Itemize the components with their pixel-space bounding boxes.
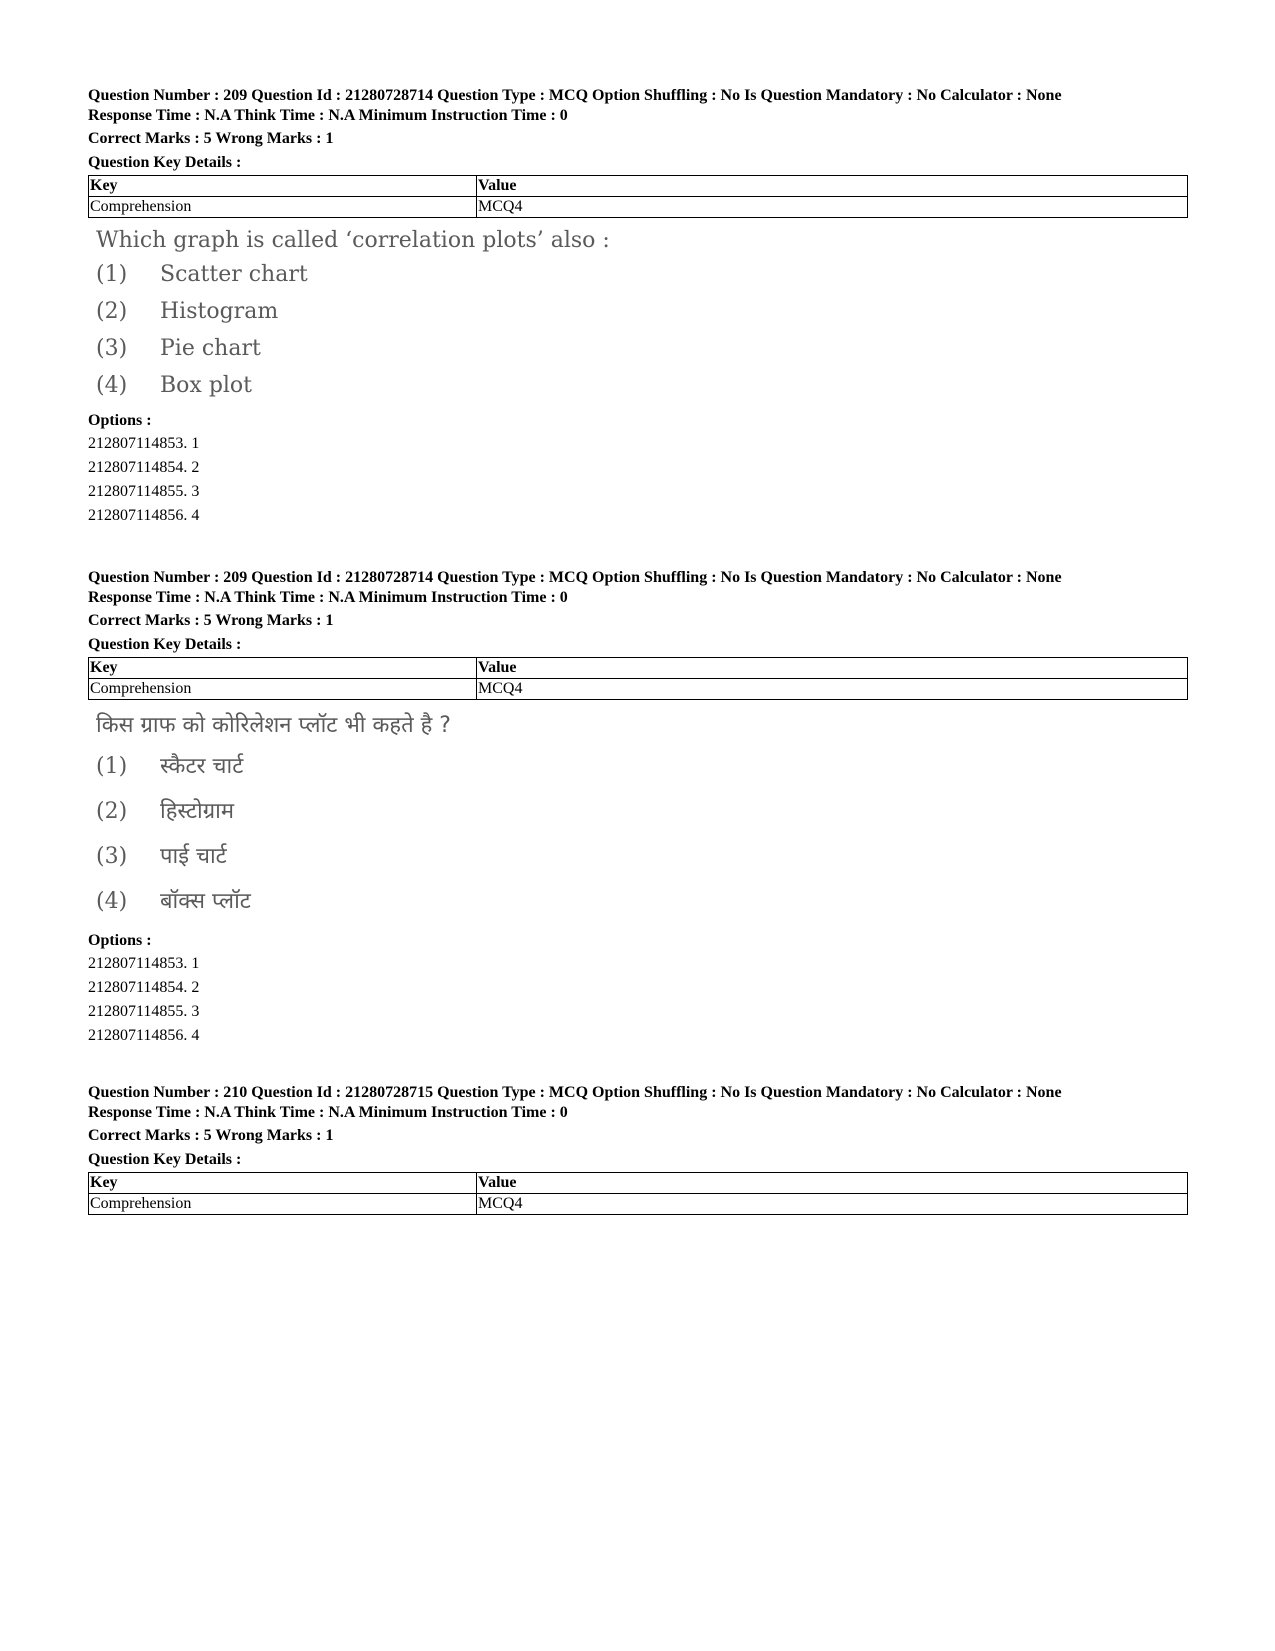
table-row xyxy=(89,197,1188,218)
list-item: 212807114854. 2 xyxy=(88,979,200,996)
table-header-row xyxy=(89,176,1188,197)
table-row xyxy=(89,679,1188,700)
image-option-number: (4) xyxy=(96,373,128,398)
image-option-number: (2) xyxy=(96,799,128,824)
question-meta-line-1: Question Number : 210 Question Id : 21280728715 Question Type : MCQ Option Shuffling : No Is Question Mandatory : No Calculator : None xyxy=(88,1084,1062,1101)
value-header-cell: Value xyxy=(477,176,1188,197)
image-option-number: (2) xyxy=(96,299,128,324)
image-option-text: Histogram xyxy=(160,299,279,324)
marks-line: Correct Marks : 5 Wrong Marks : 1 xyxy=(88,1127,334,1144)
list-item: 212807114856. 4 xyxy=(88,1027,200,1044)
image-option-2 xyxy=(96,789,1188,834)
question-meta-line-2: Response Time : N.A Think Time : N.A Minimum Instruction Time : 0 xyxy=(88,106,568,124)
image-option-1 xyxy=(96,256,1188,293)
question-block-3 xyxy=(88,1083,1188,1215)
list-item: 212807114855. 3 xyxy=(88,483,200,500)
question-image xyxy=(96,708,1188,924)
image-option-text: Pie chart xyxy=(160,336,261,361)
image-option-1 xyxy=(96,744,1188,789)
key-header-cell: Key xyxy=(89,176,477,197)
key-details-label: Question Key Details : xyxy=(88,154,242,171)
image-option-4 xyxy=(96,879,1188,924)
options-label: Options : xyxy=(88,932,152,949)
key-details-table xyxy=(88,657,1188,700)
marks-line: Correct Marks : 5 Wrong Marks : 1 xyxy=(88,612,334,629)
question-meta-line-2: Response Time : N.A Think Time : N.A Minimum Instruction Time : 0 xyxy=(88,588,568,606)
list-item: 212807114853. 1 xyxy=(88,955,200,972)
question-meta xyxy=(88,86,1188,125)
image-option-number: (3) xyxy=(96,844,128,869)
image-option-text: Scatter chart xyxy=(160,262,308,287)
question-block-2 xyxy=(88,568,1188,1048)
image-option-text: बॉक्स प्लॉट xyxy=(160,889,251,914)
value-header-cell: Value xyxy=(477,658,1188,679)
image-option-3 xyxy=(96,834,1188,879)
list-item: 212807114854. 2 xyxy=(88,459,200,476)
key-details-label: Question Key Details : xyxy=(88,636,242,653)
key-cell: Comprehension xyxy=(89,197,477,218)
question-meta xyxy=(88,568,1188,607)
list-item: 212807114853. 1 xyxy=(88,435,200,452)
key-details-table xyxy=(88,1172,1188,1215)
key-cell: Comprehension xyxy=(89,1194,477,1215)
key-cell: Comprehension xyxy=(89,679,477,700)
question-block-1 xyxy=(88,86,1188,528)
list-item: 212807114856. 4 xyxy=(88,507,200,524)
value-cell: MCQ4 xyxy=(477,679,1188,700)
key-details-label: Question Key Details : xyxy=(88,1151,242,1168)
value-cell: MCQ4 xyxy=(477,1194,1188,1215)
marks-line: Correct Marks : 5 Wrong Marks : 1 xyxy=(88,130,334,147)
image-option-text: स्कैटर चार्ट xyxy=(160,754,244,779)
image-option-number: (4) xyxy=(96,889,128,914)
value-cell: MCQ4 xyxy=(477,197,1188,218)
image-option-4 xyxy=(96,367,1188,404)
question-meta-line-1: Question Number : 209 Question Id : 21280728714 Question Type : MCQ Option Shuffling : No Is Question Mandatory : No Calculator : None xyxy=(88,569,1062,586)
question-meta-line-2: Response Time : N.A Think Time : N.A Minimum Instruction Time : 0 xyxy=(88,1103,568,1121)
image-option-3 xyxy=(96,330,1188,367)
question-stem: Which graph is called ‘correlation plots’ also : xyxy=(96,228,610,253)
question-meta-line-1: Question Number : 209 Question Id : 21280728714 Question Type : MCQ Option Shuffling : No Is Question Mandatory : No Calculator : None xyxy=(88,87,1062,104)
table-row xyxy=(89,1194,1188,1215)
image-option-text: पाई चार्ट xyxy=(160,844,227,869)
table-header-row xyxy=(89,658,1188,679)
question-image xyxy=(96,226,1188,404)
image-option-number: (1) xyxy=(96,754,128,779)
value-header-cell: Value xyxy=(477,1173,1188,1194)
image-option-number: (1) xyxy=(96,262,128,287)
image-option-text: हिस्टोग्राम xyxy=(160,799,234,824)
image-option-number: (3) xyxy=(96,336,128,361)
list-item: 212807114855. 3 xyxy=(88,1003,200,1020)
image-option-text: Box plot xyxy=(160,373,253,398)
options-label: Options : xyxy=(88,412,152,429)
table-header-row xyxy=(89,1173,1188,1194)
question-meta xyxy=(88,1083,1188,1122)
key-header-cell: Key xyxy=(89,658,477,679)
image-option-2 xyxy=(96,293,1188,330)
question-stem: किस ग्राफ को कोरिलेशन प्लॉट भी कहते है ? xyxy=(96,713,451,738)
key-details-table xyxy=(88,175,1188,218)
key-header-cell: Key xyxy=(89,1173,477,1194)
